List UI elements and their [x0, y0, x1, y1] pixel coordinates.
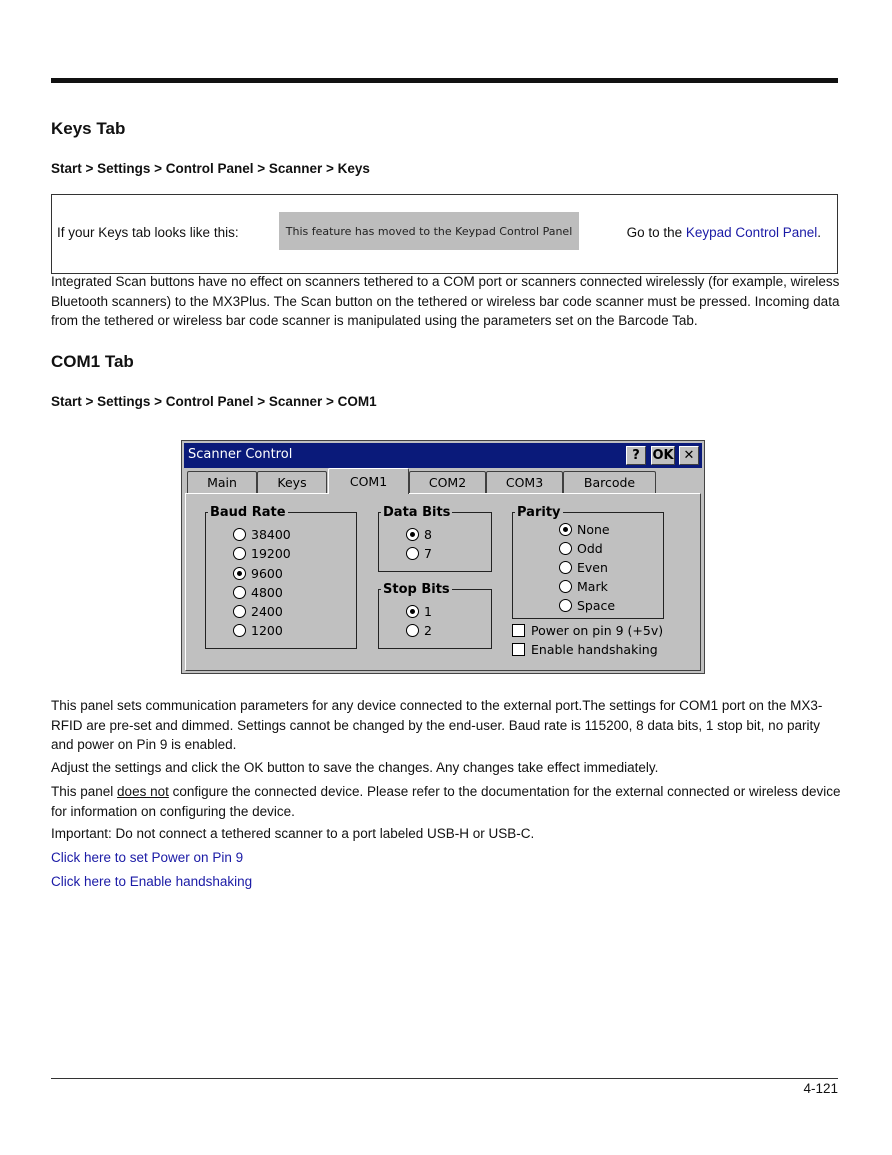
baud-38400-option[interactable]	[233, 525, 291, 543]
close-button[interactable]: ✕	[679, 446, 699, 465]
checkbox-icon	[512, 624, 525, 637]
tab-main[interactable]: Main	[187, 471, 257, 493]
baud-9600-label: 9600	[251, 565, 283, 581]
parity-mark-option[interactable]	[559, 577, 608, 595]
tab-com1[interactable]: COM1	[328, 468, 409, 494]
tab-barcode[interactable]: Barcode	[563, 471, 656, 493]
set-power-pin9-link[interactable]: Click here to set Power on Pin 9	[51, 850, 244, 865]
radio-icon	[406, 547, 419, 560]
checkbox-icon	[512, 643, 525, 656]
radio-icon	[233, 586, 246, 599]
baud-1200-label: 1200	[251, 622, 283, 638]
data-bits-8-option[interactable]	[406, 525, 432, 543]
help-button[interactable]: ?	[626, 446, 646, 465]
radio-selected-icon	[406, 605, 419, 618]
page-number: 4-121	[803, 1081, 838, 1096]
baud-2400-label: 2400	[251, 603, 283, 619]
radio-icon	[233, 528, 246, 541]
keys-tab-path: Start > Settings > Control Panel > Scanner > Keys	[51, 161, 370, 176]
data-bits-7-option[interactable]	[406, 544, 432, 562]
goto-prefix: Go to the	[626, 225, 686, 240]
radio-icon	[233, 547, 246, 560]
baud-2400-option[interactable]	[233, 602, 283, 620]
data-bits-8-label: 8	[424, 526, 432, 542]
stop-bits-2-option[interactable]	[406, 621, 432, 639]
com1-tab-path: Start > Settings > Control Panel > Scanner > COM1	[51, 394, 377, 409]
keypad-control-panel-link[interactable]: Keypad Control Panel	[685, 225, 818, 240]
baud-4800-option[interactable]	[233, 583, 283, 601]
parity-even-option[interactable]	[559, 558, 608, 576]
parity-space-option[interactable]	[559, 596, 615, 614]
tab-com2[interactable]: COM2	[409, 471, 486, 493]
baud-19200-label: 19200	[251, 545, 291, 561]
stop-bits-2-label: 2	[424, 622, 432, 638]
baud-1200-option[interactable]	[233, 621, 283, 639]
enable-handshaking-label: Enable handshaking	[531, 641, 658, 657]
parity-none-label: None	[577, 521, 610, 537]
power-on-pin9-label: Power on pin 9 (+5v)	[531, 622, 664, 638]
moved-notice-text: This feature has moved to the Keypad Control Panel	[285, 224, 573, 238]
description-paragraph-4: Important: Do not connect a tethered scanner to a port labeled USB-H or USB-C.	[51, 826, 535, 841]
parity-odd-label: Odd	[577, 540, 603, 556]
keys-tab-heading: Keys Tab	[51, 119, 126, 138]
footer-rule	[51, 1078, 838, 1079]
scanner-control-window	[181, 440, 705, 674]
data-bits-7-label: 7	[424, 545, 432, 561]
radio-icon	[406, 624, 419, 637]
top-rule	[51, 78, 838, 83]
radio-icon	[233, 624, 246, 637]
radio-selected-icon	[406, 528, 419, 541]
radio-selected-icon	[233, 567, 246, 580]
parity-odd-option[interactable]	[559, 539, 603, 557]
description-paragraph-1: This panel sets communication parameters for any device connected to the external port.The settings for COM1 port on the MX3-RFID are pre-set and dimmed. Settings cannot be changed by the end-user. Baud rate is 115200, 8 data bits, 1 stop bit, no parity and power on Pin 9 is enabled.	[51, 698, 823, 752]
baud-38400-label: 38400	[251, 526, 291, 542]
p3-prefix: This panel	[51, 784, 118, 799]
stop-bits-legend: Stop Bits	[383, 582, 450, 597]
description-paragraph-2: Adjust the settings and click the OK button to save the changes. Any changes take effect immediately.	[51, 760, 659, 775]
parity-even-label: Even	[577, 559, 608, 575]
radio-icon	[559, 561, 572, 574]
data-bits-legend: Data Bits	[383, 505, 451, 520]
enable-handshaking-checkbox[interactable]	[512, 640, 658, 658]
window-title: Scanner Control	[188, 447, 293, 462]
goto-suffix: .	[817, 225, 821, 240]
radio-icon	[559, 542, 572, 555]
p3-suffix: configure the connected device. Please refer to the documentation for the external connected or wireless device for information on configuring the device.	[51, 784, 841, 819]
parity-legend: Parity	[517, 505, 561, 520]
keys-tab-paragraph: Integrated Scan buttons have no effect on scanners tethered to a COM port or scanners connected wirelessly (for example, wireless Bluetooth scanners) to the MX3Plus. The Scan button on the tethered or wireless bar code scanner must be pressed. Incoming data from the tethered or wireless bar code scanner is manipulated using the parameters set on the Barcode Tab.	[51, 274, 840, 328]
stop-bits-1-label: 1	[424, 603, 432, 619]
radio-icon	[559, 580, 572, 593]
baud-9600-option[interactable]	[233, 564, 283, 582]
goto-text	[627, 225, 821, 240]
callout-label: If your Keys tab looks like this:	[57, 225, 239, 240]
parity-space-label: Space	[577, 597, 616, 613]
parity-none-option[interactable]	[559, 520, 610, 538]
tab-com3[interactable]: COM3	[486, 471, 563, 493]
description-paragraph-3	[51, 782, 841, 821]
parity-mark-label: Mark	[577, 578, 608, 594]
title-bar	[184, 443, 702, 468]
ok-button[interactable]: OK	[652, 448, 674, 463]
data-bits-group	[378, 505, 492, 572]
enable-handshaking-link[interactable]: Click here to Enable handshaking	[51, 874, 253, 889]
com1-tab-heading: COM1 Tab	[51, 352, 134, 371]
p3-underlined: does not	[117, 784, 169, 799]
moved-notice-image	[279, 212, 579, 250]
radio-icon	[559, 599, 572, 612]
tab-keys[interactable]: Keys	[257, 471, 327, 493]
baud-rate-legend: Baud Rate	[210, 505, 286, 520]
stop-bits-group	[378, 582, 492, 649]
baud-4800-label: 4800	[251, 584, 283, 600]
power-on-pin9-checkbox[interactable]	[512, 621, 663, 639]
baud-19200-option[interactable]	[233, 544, 291, 562]
radio-selected-icon	[559, 523, 572, 536]
stop-bits-1-option[interactable]	[406, 602, 432, 620]
keys-callout-box	[51, 194, 838, 274]
radio-icon	[233, 605, 246, 618]
